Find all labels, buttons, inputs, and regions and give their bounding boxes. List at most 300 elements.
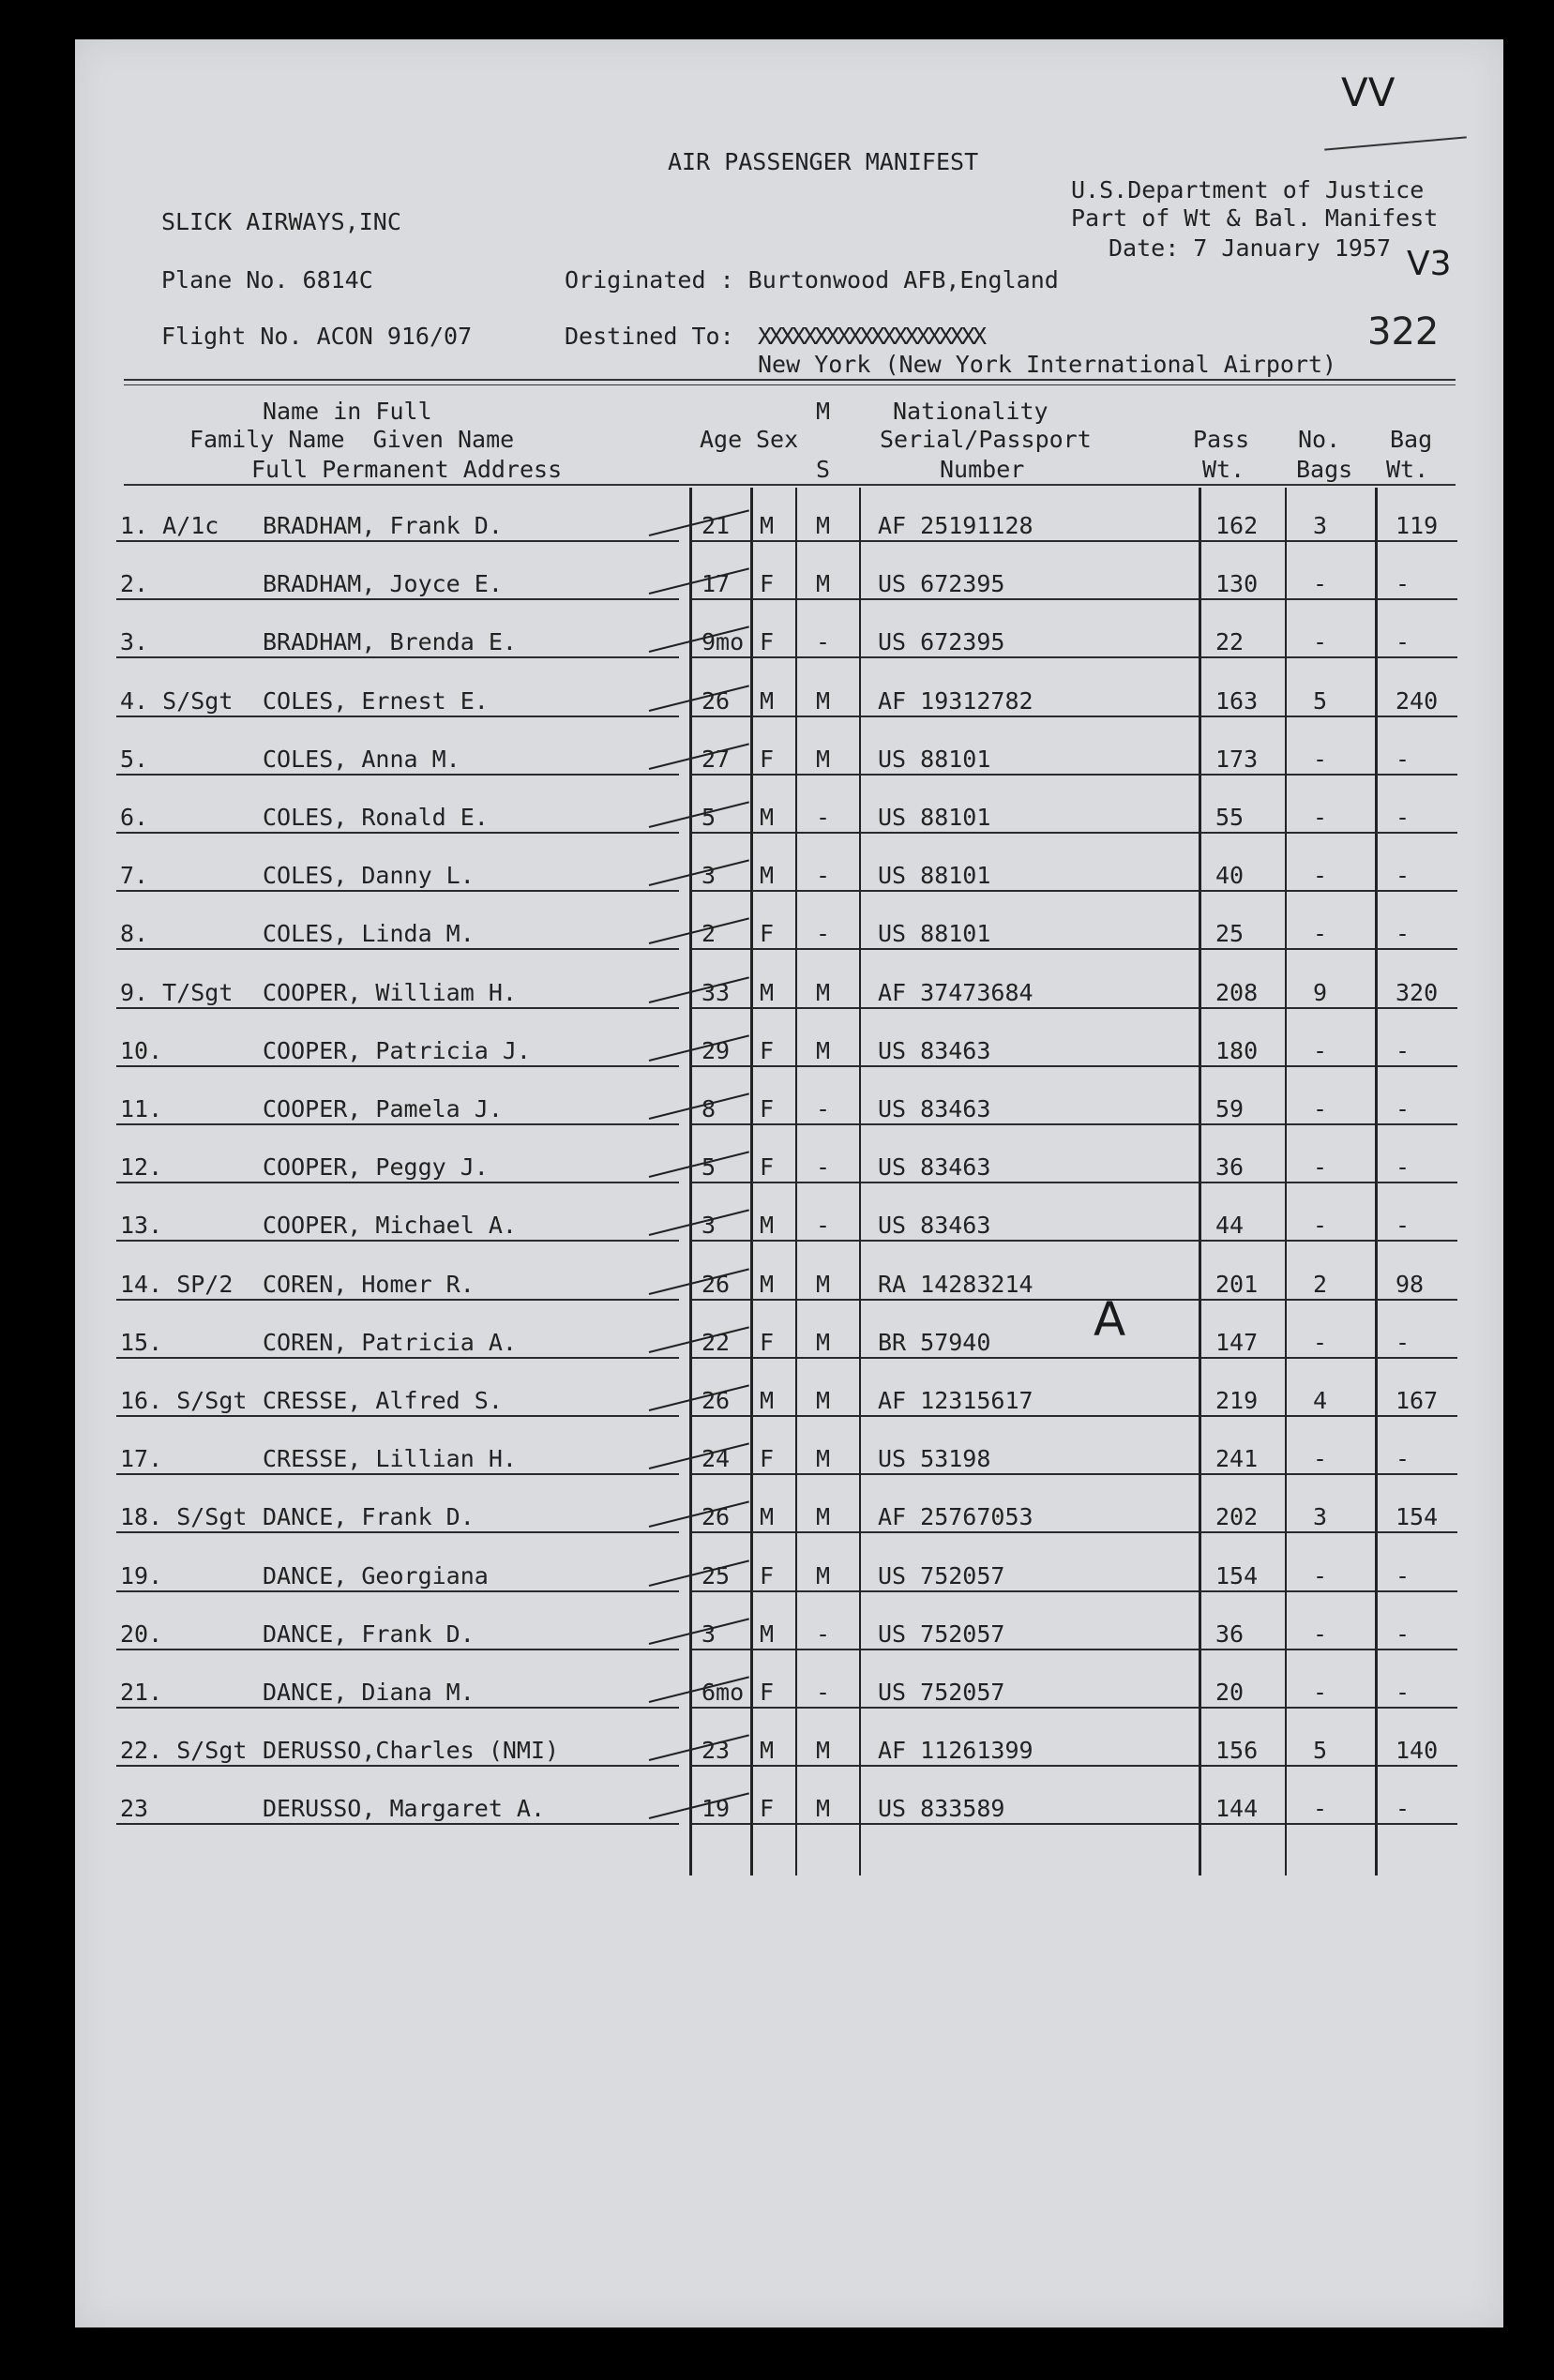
page-number: 322 — [1367, 310, 1440, 354]
table-row — [75, 1212, 1503, 1249]
row-underline — [1287, 598, 1375, 600]
passport-cell: AF 19312782 — [878, 686, 1033, 715]
row-underline — [752, 832, 795, 834]
row-underline — [692, 1123, 750, 1125]
passport-cell: US 83463 — [878, 1212, 991, 1240]
pass-weight-cell: 130 — [1215, 570, 1259, 598]
table-row — [75, 1153, 1503, 1191]
age-cell: 9mo — [702, 628, 745, 656]
sex-cell: M — [760, 862, 775, 890]
row-number: 1. A/1c — [120, 512, 219, 539]
row-underline — [752, 1531, 795, 1533]
table-row — [75, 1737, 1503, 1774]
bags-cell: 3 — [1313, 1503, 1328, 1531]
row-underline — [692, 1649, 750, 1650]
row-underline — [116, 1765, 679, 1767]
row-underline — [1287, 1299, 1375, 1301]
row-underline — [1200, 598, 1285, 600]
row-underline — [861, 540, 1199, 542]
row-number: 17. — [120, 1445, 163, 1473]
row-underline — [752, 598, 795, 600]
table-row — [75, 1271, 1503, 1308]
pass-weight-cell: 201 — [1215, 1270, 1259, 1298]
row-underline — [1287, 1707, 1375, 1709]
row-underline — [752, 1590, 795, 1592]
passport-cell: US 88101 — [878, 920, 991, 948]
passenger-name: BRADHAM, Brenda E. — [263, 628, 517, 656]
marital-status-cell: M — [816, 1737, 831, 1765]
tally-mark — [649, 976, 749, 1003]
tally-mark — [649, 1735, 749, 1765]
row-underline — [692, 890, 750, 892]
row-underline — [797, 1357, 859, 1359]
row-underline — [861, 774, 1199, 776]
row-underline — [752, 1823, 795, 1825]
row-underline — [1287, 890, 1375, 892]
row-underline — [692, 1065, 750, 1067]
passenger-name: COREN, Patricia A. — [263, 1328, 517, 1356]
row-underline — [1287, 774, 1375, 776]
pass-weight-cell: 241 — [1215, 1445, 1259, 1473]
bag-weight-cell: - — [1396, 570, 1411, 598]
sex-cell: F — [760, 628, 775, 656]
row-number: 7. — [120, 862, 149, 890]
row-underline — [692, 1415, 750, 1417]
row-underline — [692, 832, 750, 834]
row-underline — [861, 1123, 1199, 1125]
bags-cell: - — [1313, 1328, 1328, 1356]
col-pass-1: Pass — [1193, 426, 1250, 453]
row-underline — [116, 1473, 679, 1475]
sex-cell: F — [760, 745, 775, 773]
row-underline — [116, 716, 679, 717]
row-underline — [1377, 598, 1457, 600]
table-row — [75, 1562, 1503, 1600]
row-underline — [797, 1240, 859, 1242]
row-underline — [752, 890, 795, 892]
passport-cell: US 83463 — [878, 1095, 991, 1122]
age-cell: 26 — [702, 1270, 731, 1298]
row-underline — [861, 890, 1199, 892]
row-underline — [797, 948, 859, 950]
row-underline — [1377, 832, 1457, 834]
row-underline — [1200, 832, 1285, 834]
bag-weight-cell: 140 — [1396, 1737, 1439, 1765]
row-underline — [1200, 716, 1285, 717]
row-number: 18. S/Sgt — [120, 1503, 248, 1531]
row-underline — [116, 1707, 679, 1709]
tally-mark — [649, 918, 749, 948]
pass-weight-cell: 208 — [1215, 978, 1259, 1006]
marital-status-cell: M — [816, 978, 831, 1006]
passenger-name: DANCE, Frank D. — [263, 1503, 475, 1531]
tally-mark — [649, 685, 749, 712]
row-underline — [116, 1299, 679, 1301]
row-underline — [1287, 1007, 1375, 1009]
bags-cell: - — [1313, 920, 1328, 948]
bag-weight-cell: 154 — [1396, 1503, 1439, 1531]
bags-cell: - — [1313, 1561, 1328, 1589]
row-underline — [692, 1357, 750, 1359]
col-ms-bottom: S — [816, 456, 831, 483]
sex-cell: M — [760, 1212, 775, 1240]
passport-cell: US 752057 — [878, 1561, 1005, 1589]
age-cell: 19 — [702, 1795, 731, 1823]
row-underline — [752, 1357, 795, 1359]
passport-cell: AF 12315617 — [878, 1387, 1033, 1414]
marital-status-cell: - — [816, 1212, 831, 1240]
bag-weight-cell: 167 — [1396, 1387, 1439, 1414]
passenger-name: COOPER, William H. — [263, 978, 517, 1006]
row-underline — [752, 1065, 795, 1067]
age-cell: 17 — [702, 570, 731, 598]
bag-weight-cell: - — [1396, 1619, 1411, 1648]
row-underline — [1287, 1531, 1375, 1533]
row-underline — [116, 1357, 679, 1359]
table-row — [75, 1620, 1503, 1658]
col-nat-3: Number — [940, 456, 1025, 483]
tally-mark — [649, 1443, 749, 1473]
tally-mark — [649, 509, 749, 536]
row-underline — [861, 598, 1199, 600]
row-underline — [116, 1590, 679, 1592]
bags-cell: - — [1313, 1445, 1328, 1473]
row-underline — [1377, 1707, 1457, 1709]
passport-cell: US 88101 — [878, 862, 991, 890]
row-underline — [1287, 832, 1375, 834]
row15-annotation: A — [1094, 1292, 1126, 1347]
row-underline — [116, 656, 679, 658]
row-underline — [797, 716, 859, 717]
row-underline — [1377, 716, 1457, 717]
bag-weight-cell: - — [1396, 862, 1411, 890]
row-underline — [1287, 1123, 1375, 1125]
marital-status-cell: M — [816, 1503, 831, 1531]
pass-weight-cell: 180 — [1215, 1036, 1259, 1064]
bags-cell: - — [1313, 1153, 1328, 1182]
row-underline — [861, 1182, 1199, 1183]
row-underline — [797, 1007, 859, 1009]
row-underline — [1377, 774, 1457, 776]
marital-status-cell: - — [816, 804, 831, 831]
passenger-name: COLES, Ernest E. — [263, 686, 489, 715]
row-underline — [1377, 1415, 1457, 1417]
manifest-sheet — [75, 39, 1503, 2327]
bag-weight-cell: - — [1396, 1561, 1411, 1589]
row-underline — [1377, 1065, 1457, 1067]
bag-weight-cell: - — [1396, 1445, 1411, 1473]
row-underline — [1200, 1182, 1285, 1183]
age-cell: 27 — [702, 745, 731, 773]
row-underline — [692, 1299, 750, 1301]
passport-cell: US 88101 — [878, 804, 991, 831]
plane-number: Plane No. 6814C — [161, 266, 373, 294]
row-underline — [1287, 1649, 1375, 1650]
row-underline — [752, 716, 795, 717]
sex-cell: F — [760, 1445, 775, 1473]
marital-status-cell: M — [816, 1387, 831, 1414]
row-number: 8. — [120, 920, 149, 948]
row-underline — [692, 598, 750, 600]
row-number: 3. — [120, 628, 149, 656]
row-underline — [116, 598, 679, 600]
row-underline — [797, 774, 859, 776]
row-underline — [1200, 540, 1285, 542]
origin: Originated : Burtonwood AFB,England — [565, 266, 1059, 294]
row-underline — [1287, 1065, 1375, 1067]
row-underline — [692, 656, 750, 658]
sex-cell: M — [760, 804, 775, 831]
row-underline — [116, 832, 679, 834]
age-cell: 2 — [702, 920, 717, 948]
col-bag-2: Wt. — [1386, 456, 1429, 483]
row-underline — [692, 1590, 750, 1592]
row-underline — [797, 598, 859, 600]
row-underline — [797, 1299, 859, 1301]
row-number: 6. — [120, 804, 149, 831]
bags-cell: - — [1313, 570, 1328, 598]
row-underline — [1377, 1357, 1457, 1359]
table-row — [75, 628, 1503, 666]
col-bag-1: Bag — [1390, 426, 1433, 453]
row-number: 15. — [120, 1328, 163, 1356]
bag-weight-cell: 98 — [1396, 1270, 1425, 1298]
row-underline — [752, 656, 795, 658]
col-bags-1: No. — [1298, 426, 1341, 453]
table-row — [75, 1503, 1503, 1541]
passenger-name: COOPER, Patricia J. — [263, 1036, 531, 1064]
passenger-name: DERUSSO,Charles (NMI) — [263, 1737, 560, 1765]
row-underline — [1200, 1473, 1285, 1475]
tally-mark — [649, 568, 749, 598]
pass-weight-cell: 156 — [1215, 1737, 1259, 1765]
row-underline — [752, 1415, 795, 1417]
row-underline — [861, 832, 1199, 834]
row-number: 14. SP/2 — [120, 1270, 234, 1298]
row-underline — [692, 1531, 750, 1533]
row-underline — [797, 1590, 859, 1592]
row-underline — [116, 1240, 679, 1242]
row-number: 5. — [120, 745, 149, 773]
row-underline — [1287, 948, 1375, 950]
passenger-name: COLES, Ronald E. — [263, 804, 489, 831]
sex-cell: F — [760, 1095, 775, 1122]
passport-cell: US 752057 — [878, 1679, 1005, 1706]
bags-cell: 2 — [1313, 1270, 1328, 1298]
bag-weight-cell: - — [1396, 745, 1411, 773]
row-underline — [116, 1531, 679, 1533]
table-row — [75, 1387, 1503, 1424]
row-underline — [1287, 716, 1375, 717]
table-row — [75, 687, 1503, 725]
sex-cell: M — [760, 1270, 775, 1298]
row-underline — [116, 1007, 679, 1009]
table-row — [75, 1037, 1503, 1075]
row-underline — [752, 1240, 795, 1242]
passenger-name: DANCE, Georgiana — [263, 1561, 489, 1589]
tally-mark — [649, 801, 749, 828]
row-underline — [116, 1415, 679, 1417]
bag-weight-cell: - — [1396, 1036, 1411, 1064]
bag-weight-cell: - — [1396, 1795, 1411, 1823]
age-cell: 25 — [702, 1561, 731, 1589]
sex-cell: F — [760, 1153, 775, 1182]
bags-cell: 9 — [1313, 978, 1328, 1006]
tally-mark — [649, 1034, 749, 1062]
table-row — [75, 1095, 1503, 1133]
age-cell: 26 — [702, 1387, 731, 1414]
row-number: 2. — [120, 570, 149, 598]
col-ms-top: M — [816, 398, 831, 425]
row-number: 21. — [120, 1679, 163, 1706]
row-underline — [861, 1415, 1199, 1417]
tally-mark — [649, 1152, 749, 1182]
age-cell: 26 — [702, 1503, 731, 1531]
col-sex: Sex — [756, 426, 799, 453]
row-underline — [116, 948, 679, 950]
pass-weight-cell: 147 — [1215, 1328, 1259, 1356]
row-underline — [692, 948, 750, 950]
row-underline — [692, 1765, 750, 1767]
bags-cell: - — [1313, 1212, 1328, 1240]
passport-cell: AF 11261399 — [878, 1737, 1033, 1765]
bags-cell: - — [1313, 628, 1328, 656]
row-number: 10. — [120, 1036, 163, 1064]
row-underline — [1287, 1765, 1375, 1767]
table-row — [75, 1329, 1503, 1366]
row-underline — [1200, 948, 1285, 950]
marital-status-cell: M — [816, 570, 831, 598]
row-underline — [797, 1415, 859, 1417]
age-cell: 22 — [702, 1328, 731, 1356]
row-underline — [1377, 1473, 1457, 1475]
row-underline — [692, 1707, 750, 1709]
age-cell: 24 — [702, 1445, 731, 1473]
row-underline — [116, 1649, 679, 1650]
row-underline — [692, 1182, 750, 1183]
row-underline — [1200, 1123, 1285, 1125]
row-underline — [1200, 1823, 1285, 1825]
row-underline — [1377, 656, 1457, 658]
bags-cell: - — [1313, 1679, 1328, 1706]
marital-status-cell: - — [816, 862, 831, 890]
row-underline — [1377, 1299, 1457, 1301]
tally-mark — [649, 1501, 749, 1529]
row-underline — [861, 1590, 1199, 1592]
col-pass-2: Wt. — [1202, 456, 1245, 483]
row-underline — [797, 1473, 859, 1475]
tally-mark — [649, 1326, 749, 1353]
bags-cell: - — [1313, 745, 1328, 773]
bag-weight-cell: - — [1396, 804, 1411, 831]
row-underline — [1377, 1765, 1457, 1767]
bags-cell: 4 — [1313, 1387, 1328, 1414]
passport-cell: AF 37473684 — [878, 978, 1033, 1006]
passport-cell: US 88101 — [878, 745, 991, 773]
row-underline — [861, 1823, 1199, 1825]
row-number: 4. S/Sgt — [120, 686, 234, 715]
row-underline — [797, 1182, 859, 1183]
passenger-name: DANCE, Diana M. — [263, 1679, 475, 1706]
sex-cell: M — [760, 1737, 775, 1765]
row-number: 11. — [120, 1095, 163, 1122]
marital-status-cell: M — [816, 512, 831, 539]
passport-cell: US 83463 — [878, 1153, 991, 1182]
tally-mark — [649, 1618, 749, 1645]
pass-weight-cell: 219 — [1215, 1387, 1259, 1414]
age-cell: 6mo — [702, 1679, 745, 1706]
handwritten-mark-side: V3 — [1407, 245, 1452, 283]
marital-status-cell: - — [816, 1619, 831, 1648]
row-underline — [797, 656, 859, 658]
row-underline — [692, 1823, 750, 1825]
tally-mark — [649, 1210, 749, 1240]
row-number: 13. — [120, 1212, 163, 1240]
row-underline — [1377, 1007, 1457, 1009]
row-underline — [116, 1123, 679, 1125]
pass-weight-cell: 25 — [1215, 920, 1245, 948]
marital-status-cell: M — [816, 745, 831, 773]
passenger-name: COLES, Linda M. — [263, 920, 475, 948]
bags-cell: - — [1313, 1036, 1328, 1064]
row-underline — [1200, 1531, 1285, 1533]
passport-cell: AF 25191128 — [878, 512, 1033, 539]
bag-weight-cell: - — [1396, 920, 1411, 948]
row-underline — [752, 1649, 795, 1650]
marital-status-cell: - — [816, 920, 831, 948]
row-underline — [861, 1707, 1199, 1709]
bags-cell: 3 — [1313, 512, 1328, 539]
row-underline — [752, 1123, 795, 1125]
row-underline — [1200, 1007, 1285, 1009]
sex-cell: M — [760, 1503, 775, 1531]
passport-cell: RA 14283214 — [878, 1270, 1033, 1298]
row-underline — [1377, 1182, 1457, 1183]
destination: New York (New York International Airport) — [758, 351, 1337, 378]
row-underline — [1200, 1415, 1285, 1417]
row-underline — [797, 1649, 859, 1650]
row-underline — [752, 540, 795, 542]
sex-cell: F — [760, 570, 775, 598]
table-row — [75, 862, 1503, 899]
pass-weight-cell: 162 — [1215, 512, 1259, 539]
bag-weight-cell: - — [1396, 1212, 1411, 1240]
row-underline — [1287, 1357, 1375, 1359]
row-underline — [1377, 948, 1457, 950]
bags-cell: 5 — [1313, 1737, 1328, 1765]
row-underline — [797, 1531, 859, 1533]
row-underline — [861, 1531, 1199, 1533]
passport-cell: US 752057 — [878, 1619, 1005, 1648]
passenger-name: COOPER, Pamela J. — [263, 1095, 503, 1122]
col-age: Age — [700, 426, 743, 453]
row-underline — [752, 1765, 795, 1767]
table-row — [75, 512, 1503, 550]
row-underline — [116, 1182, 679, 1183]
tally-mark — [649, 1384, 749, 1411]
row-underline — [861, 1007, 1199, 1009]
bag-weight-cell: - — [1396, 1328, 1411, 1356]
row-underline — [797, 540, 859, 542]
row-underline — [861, 948, 1199, 950]
row-underline — [1377, 1240, 1457, 1242]
row-underline — [861, 1299, 1199, 1301]
sex-cell: F — [760, 1679, 775, 1706]
row-underline — [116, 890, 679, 892]
bags-cell: 5 — [1313, 686, 1328, 715]
passenger-name: DERUSSO, Margaret A. — [263, 1795, 546, 1823]
row-underline — [692, 1240, 750, 1242]
